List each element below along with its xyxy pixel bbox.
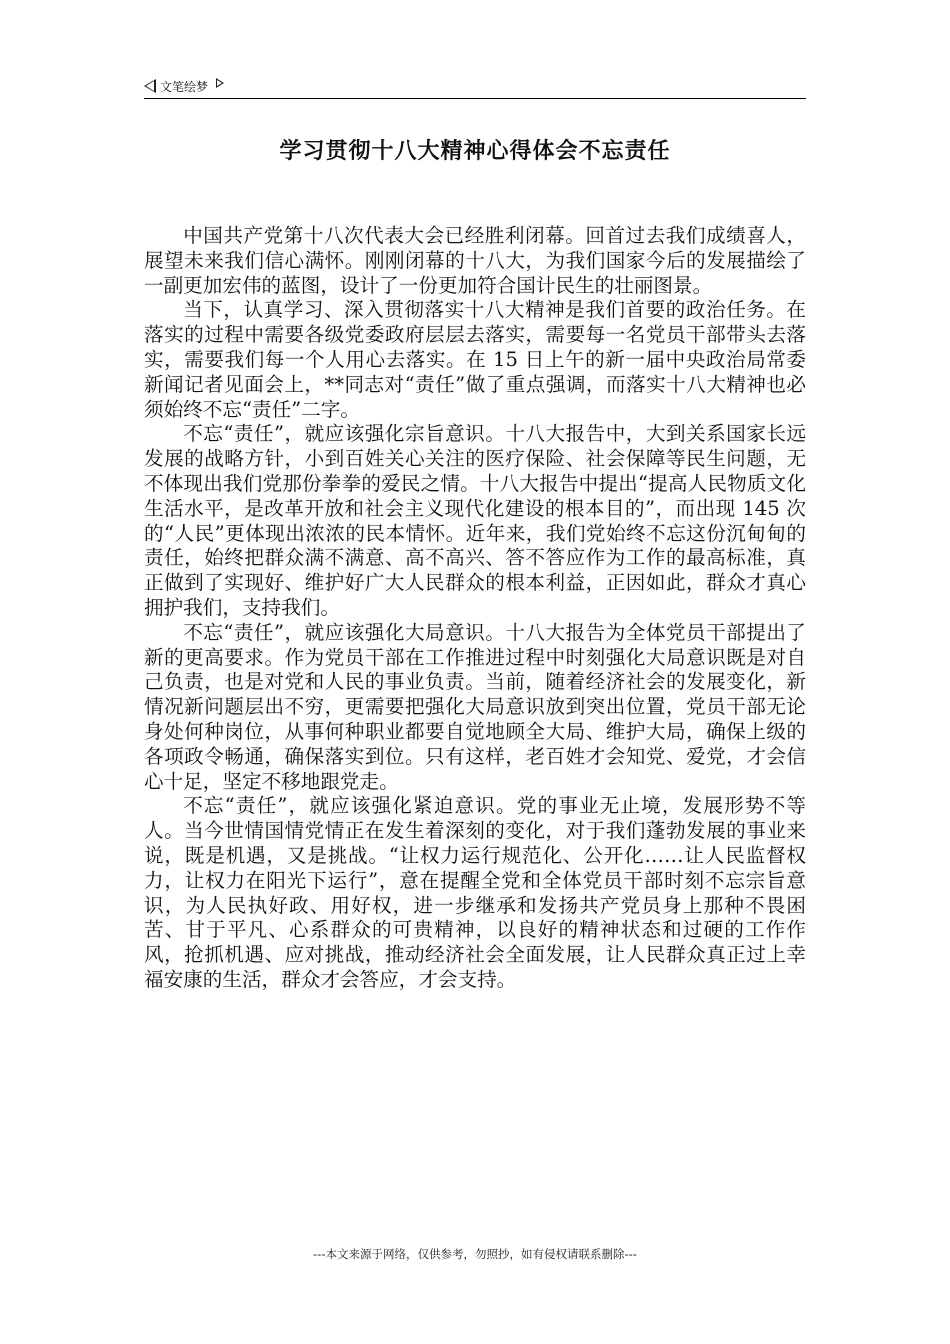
document-body bbox=[144, 224, 806, 993]
paragraph-5: 不忘“责任”，就应该强化紧迫意识。党的事业无止境，发展形势不等人。当今世情国情党情正在发生着深刻的变化，对于我们蓬勃发展的事业来说，既是机遇，又是挑战。“让权力运行规范化、公开化……让人民监督权力，让权力在阳光下运行”，意在提醒全党和全体党员干部时刻不忘宗旨意识，为人民执好政、用好权，进一步继承和发扬共产党员身上那种不畏困苦、甘于平凡、心系群众的可贵精神，以良好的精神状态和过硬的工作作风，抢抓机遇、应对挑战，推动经济社会全面发展，让人民群众真正过上幸福安康的生活，群众才会答应，才会支持。 bbox=[144, 794, 806, 991]
page-header bbox=[144, 74, 806, 99]
page-footer-disclaimer: ---本文来源于网络，仅供参考，勿照抄，如有侵权请联系删除--- bbox=[313, 1247, 637, 1261]
document-title: 学习贯彻十八大精神心得体会不忘责任 bbox=[279, 139, 671, 164]
triangle-left-outline-icon bbox=[144, 79, 156, 93]
header-label: 文笔绘梦 bbox=[160, 79, 209, 94]
paragraph-1: 中国共产党第十八次代表大会已经胜利闭幕。回首过去我们成绩喜人，展望未来我们信心满怀。刚刚闭幕的十八大，为我们国家今后的发展描绘了一副更加宏伟的蓝图，设计了一份更加符合国计民生的壮丽图景。 bbox=[144, 224, 806, 297]
paragraph-2: 当下，认真学习、深入贯彻落实十八大精神是我们首要的政治任务。在落实的过程中需要各级党委政府层层去落实，需要每一名党员干部带头去落实，需要我们每一个人用心去落实。在 15 日上午的新一届中央政治局常委新闻记者见面会上，**同志对“责任”做了重点强调，而落实十八大精神也必须始终不忘“责任”二字。 bbox=[144, 298, 806, 421]
triangle-right-outline-icon bbox=[216, 78, 224, 88]
paragraph-4: 不忘“责任”，就应该强化大局意识。十八大报告为全体党员干部提出了新的更高要求。作为党员干部在工作推进过程中时刻强化大局意识既是对自己负责，也是对党和人民的事业负责。当前，随着经济社会的发展变化，新情况新问题层出不穷，更需要把强化大局意识放到突出位置，党员干部无论身处何种岗位，从事何种职业都要自觉地顾全大局、维护大局，确保上级的各项政令畅通，确保落实到位。只有这样，老百姓才会知党、爱党，才会信心十足，坚定不移地跟党走。 bbox=[144, 620, 806, 793]
paragraph-3: 不忘“责任”，就应该强化宗旨意识。十八大报告中，大到关系国家长远发展的战略方针，小到百姓关心关注的医疗保险、社会保障等民生问题，无不体现出我们党那份拳拳的爱民之情。十八大报告中提出“提高人民物质文化生活水平，是改革开放和社会主义现代化建设的根本目的”，而出现 145 次的“人民”更体现出浓浓的民本情怀。近年来，我们党始终不忘这份沉甸甸的责任，始终把群众满不满意、高不高兴、答不答应作为工作的最高标准，真正做到了实现好、维护好广大人民群众的根本利益，正因如此，群众才真心拥护我们，支持我们。 bbox=[144, 422, 806, 619]
